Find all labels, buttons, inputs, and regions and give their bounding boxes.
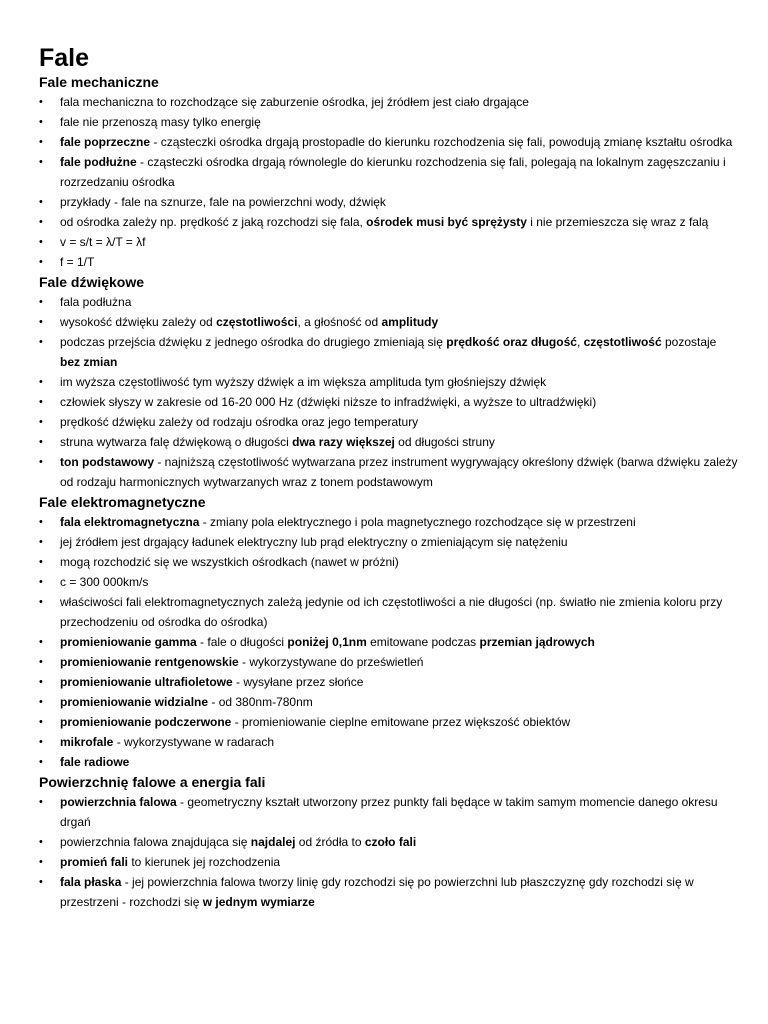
- item-text: v = s/t = λ/T = λf: [60, 235, 146, 249]
- item-text: - cząsteczki ośrodka drgają prostopadle do kierunku rozchodzenia się fali, powodują zmianę kształtu ośrodka: [150, 135, 733, 149]
- bullet-icon: •: [39, 736, 43, 748]
- item-text: fale nie przenoszą masy tylko energię: [60, 115, 261, 129]
- bold-text: promieniowanie gamma: [60, 635, 197, 649]
- item-text: to kierunek jej rozchodzenia: [128, 855, 281, 869]
- bold-text: poniżej 0,1nm: [287, 635, 367, 649]
- list-item: [39, 832, 738, 852]
- item-text: i nie przemieszcza się wraz z falą: [526, 215, 709, 229]
- sections-container: [39, 72, 738, 912]
- section-heading: Fale mechaniczne: [39, 74, 159, 90]
- bold-text: fala elektromagnetyczna: [60, 515, 200, 529]
- bullet-list: [39, 292, 738, 492]
- bold-text: promieniowanie rentgenowskie: [60, 655, 239, 669]
- list-item: [39, 372, 738, 392]
- list-item: [39, 312, 738, 332]
- bullet-icon: •: [39, 516, 43, 528]
- list-item: [39, 632, 738, 652]
- bullet-icon: •: [39, 656, 43, 668]
- item-text: , a głośność od: [297, 315, 382, 329]
- bold-text: ośrodek musi być sprężysty: [366, 215, 527, 229]
- list-item: [39, 672, 738, 692]
- item-text: fala mechaniczna to rozchodzące się zaburzenie ośrodka, jej źródłem jest ciało drgające: [60, 95, 529, 109]
- bullet-icon: •: [39, 116, 43, 128]
- bullet-icon: •: [39, 256, 43, 268]
- bullet-icon: •: [39, 696, 43, 708]
- list-item: [39, 552, 738, 572]
- bold-text: promień fali: [60, 855, 129, 869]
- bullet-icon: •: [39, 236, 43, 248]
- bold-text: promieniowanie ultrafioletowe: [60, 675, 233, 689]
- bullet-icon: •: [39, 636, 43, 648]
- item-text: struna wytwarza falę dźwiękową o długości: [60, 435, 293, 449]
- list-item: [39, 452, 738, 492]
- bullet-icon: •: [39, 156, 43, 168]
- list-item: [39, 852, 738, 872]
- bold-text: powierzchnia falowa: [60, 795, 177, 809]
- list-item: [39, 872, 738, 912]
- item-text: człowiek słyszy w zakresie od 16-20 000 Hz (dźwięki niższe to infradźwięki, a wyższe to ultradźwięki): [60, 395, 597, 409]
- item-text: - cząsteczki ośrodka drgają równolegle do kierunku rozchodzenia się fali, polegają na lokalnym zagęszczaniu i rozrzedzaniu ośrodka: [60, 155, 726, 189]
- item-text: emitowane podczas: [366, 635, 480, 649]
- bold-text: fale podłużne: [60, 155, 137, 169]
- list-item: [39, 412, 738, 432]
- bold-text: najdalej: [250, 835, 296, 849]
- item-text: prędkość dźwięku zależy od rodzaju ośrodka oraz jego temperatury: [60, 415, 419, 429]
- bullet-icon: •: [39, 436, 43, 448]
- bold-text: w jednym wymiarze: [202, 895, 315, 909]
- item-text: - wykorzystywane do prześwietleń: [238, 655, 424, 669]
- item-text: właściwości fali elektromagnetycznych zależą jedynie od ich częstotliwości a nie długości (np. światło nie zmienia koloru przy przechodzeniu od ośrodka do ośrodka): [60, 595, 723, 629]
- bullet-icon: •: [39, 876, 43, 888]
- list-item: [39, 152, 738, 192]
- bullet-icon: •: [39, 296, 43, 308]
- item-text: podczas przejścia dźwięku z jednego ośrodka do drugiego zmieniają się: [60, 335, 447, 349]
- list-item: [39, 652, 738, 672]
- list-item: [39, 232, 738, 252]
- bullet-icon: •: [39, 336, 43, 348]
- bold-text: dwa razy większej: [292, 435, 395, 449]
- list-item: [39, 572, 738, 592]
- bullet-icon: •: [39, 796, 43, 808]
- list-item: [39, 432, 738, 452]
- list-item: [39, 212, 738, 232]
- item-text: jej źródłem jest drgający ładunek elektryczny lub prąd elektryczny o zmieniającym się natężeniu: [60, 535, 568, 549]
- list-item: [39, 252, 738, 272]
- bold-text: częstotliwość: [583, 335, 662, 349]
- section-heading: Fale elektromagnetyczne: [39, 494, 206, 510]
- bullet-icon: •: [39, 416, 43, 428]
- item-text: fala podłużna: [60, 295, 132, 309]
- list-item: [39, 512, 738, 532]
- item-text: pozostaje: [661, 335, 717, 349]
- item-text: - promieniowanie cieplne emitowane przez większość obiektów: [231, 715, 571, 729]
- document-title: Fale: [39, 44, 90, 72]
- item-text: ,: [576, 335, 584, 349]
- item-text: - wysyłane przez słońce: [232, 675, 364, 689]
- bold-text: ton podstawowy: [60, 455, 154, 469]
- bullet-icon: •: [39, 456, 43, 468]
- bold-text: częstotliwości: [216, 315, 298, 329]
- bold-text: przemian jądrowych: [479, 635, 595, 649]
- list-item: [39, 112, 738, 132]
- item-text: przykłady - fale na sznurze, fale na powierzchni wody, dźwięk: [60, 195, 386, 209]
- section-heading: Powierzchnię falowe a energia fali: [39, 774, 266, 790]
- item-text: f = 1/T: [60, 255, 95, 269]
- list-item: [39, 132, 738, 152]
- item-text: c = 300 000km/s: [60, 575, 149, 589]
- bullet-icon: •: [39, 756, 43, 768]
- bullet-icon: •: [39, 856, 43, 868]
- item-text: wysokość dźwięku zależy od: [60, 315, 217, 329]
- item-text: - geometryczny kształt utworzony przez punkty fali będące w takim samym momencie danego okresu drgań: [60, 795, 718, 829]
- list-item: [39, 292, 738, 312]
- bold-text: promieniowanie widzialne: [60, 695, 209, 709]
- list-item: [39, 392, 738, 412]
- item-text: - od 380nm-780nm: [208, 695, 313, 709]
- item-text: od źródła to: [295, 835, 365, 849]
- list-item: [39, 712, 738, 732]
- item-text: powierzchnia falowa znajdująca się: [60, 835, 251, 849]
- bullet-icon: •: [39, 596, 43, 608]
- list-item: [39, 532, 738, 552]
- list-item: [39, 692, 738, 712]
- bullet-icon: •: [39, 716, 43, 728]
- bullet-icon: •: [39, 556, 43, 568]
- bullet-list: [39, 92, 738, 272]
- list-item: [39, 332, 738, 372]
- list-item: [39, 192, 738, 212]
- item-text: od długości struny: [394, 435, 495, 449]
- list-item: [39, 732, 738, 752]
- item-text: - najniższą częstotliwość wytwarzana przez instrument wygrywający określony dźwięk (barwa dźwięku zależy od rodzaju harmonicznych wytwarzanych wraz z tonem podstawowym: [60, 455, 738, 489]
- bullet-list: [39, 792, 738, 912]
- bullet-icon: •: [39, 96, 43, 108]
- bullet-icon: •: [39, 836, 43, 848]
- item-text: - jej powierzchnia falowa tworzy linię gdy rozchodzi się po powierzchni lub płaszczyznę gdy rozchodzi się w przestrzeni - rozchodzi się: [60, 875, 694, 909]
- list-item: [39, 592, 738, 632]
- item-text: - zmiany pola elektrycznego i pola magnetycznego rozchodzące się w przestrzeni: [199, 515, 636, 529]
- bullet-icon: •: [39, 216, 43, 228]
- list-item: [39, 92, 738, 112]
- bullet-icon: •: [39, 536, 43, 548]
- list-item: [39, 752, 738, 772]
- bold-text: promieniowanie podczerwone: [60, 715, 232, 729]
- bullet-icon: •: [39, 316, 43, 328]
- section-heading: Fale dźwiękowe: [39, 274, 145, 290]
- item-text: od ośrodka zależy np. prędkość z jaką rozchodzi się fala,: [60, 215, 367, 229]
- bold-text: bez zmian: [60, 355, 118, 369]
- bullet-icon: •: [39, 576, 43, 588]
- item-text: - fale o długości: [196, 635, 288, 649]
- bold-text: fale radiowe: [60, 755, 130, 769]
- bullet-icon: •: [39, 376, 43, 388]
- bold-text: mikrofale: [60, 735, 114, 749]
- bold-text: czoło fali: [364, 835, 417, 849]
- list-item: [39, 792, 738, 832]
- bold-text: prędkość oraz długość: [446, 335, 577, 349]
- item-text: mogą rozchodzić się we wszystkich ośrodkach (nawet w próżni): [60, 555, 399, 569]
- bold-text: fala płaska: [60, 875, 122, 889]
- bold-text: fale poprzeczne: [60, 135, 151, 149]
- bullet-list: [39, 512, 738, 772]
- item-text: - wykorzystywane w radarach: [113, 735, 275, 749]
- bullet-icon: •: [39, 196, 43, 208]
- bullet-icon: •: [39, 396, 43, 408]
- bullet-icon: •: [39, 676, 43, 688]
- bold-text: amplitudy: [381, 315, 439, 329]
- item-text: im wyższa częstotliwość tym wyższy dźwięk a im większa amplituda tym głośniejszy dźwięk: [60, 375, 547, 389]
- bullet-icon: •: [39, 136, 43, 148]
